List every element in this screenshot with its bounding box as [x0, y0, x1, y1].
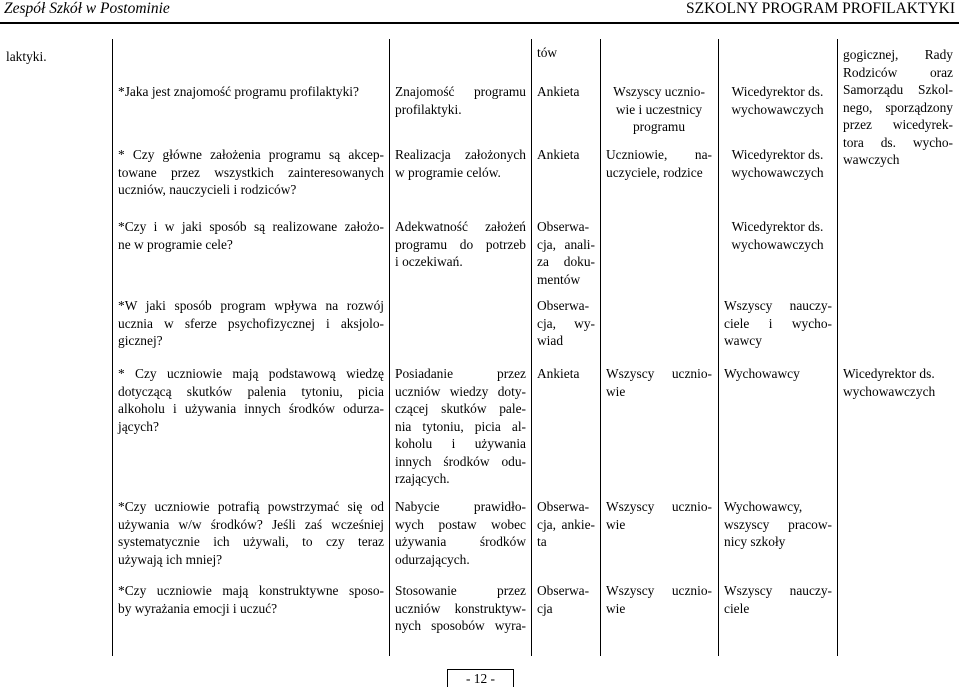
- criteria-cell: Posiadanie przez uczniów wiedzy doty- czącej skutków pale- nia tytoniu, picia al- koholu i używania innych środków odu- rzających.: [395, 366, 526, 486]
- subject-cell: Uczniowie, na- uczyciele, rodzice: [606, 147, 712, 180]
- responsible-cell: Wszyscy nauczy- ciele i wycho- wawcy: [724, 298, 832, 348]
- column-divider: [600, 39, 601, 656]
- column-divider: [718, 39, 719, 656]
- question-cell: * Czy uczniowie mają podstawową wiedzę dotyczącą skutków palenia tytoniu, picia alkoholu i używania innych środków odurza- jących?: [118, 366, 384, 434]
- column-divider: [837, 39, 838, 656]
- question-cell: laktyki.: [6, 49, 47, 64]
- method-cell: tów: [537, 45, 558, 60]
- page-number: - 12 -: [447, 669, 514, 687]
- method-cell: Obserwa- cja, ankie- ta: [537, 499, 595, 549]
- recipients-cell: Wicedyrektor ds. wychowawczych: [843, 366, 936, 399]
- header-rule: [0, 22, 959, 24]
- column-divider: [531, 39, 532, 656]
- criteria-cell: Nabycie prawidło- wych postaw wobec używania środków odurzających.: [395, 499, 526, 567]
- subject-cell: Wszyscy ucznio- wie: [606, 499, 712, 532]
- question-cell: *W jaki sposób program wpływa na rozwój ucznia w sferze psychofizycznej i aksjolo- gicznej?: [118, 298, 384, 348]
- responsible-cell: Wychowawcy, wszyscy pracow- nicy szkoły: [724, 499, 832, 549]
- responsible-cell: Wicedyrektor ds. wychowawczych: [731, 84, 824, 117]
- document-title: SZKOLNY PROGRAM PROFILAKTYKI: [686, 0, 955, 17]
- responsible-cell: Wicedyrektor ds. wychowawczych: [731, 147, 824, 180]
- responsible-cell: Wychowawcy: [724, 366, 800, 381]
- method-cell: Obserwa- cja, anali- za doku- mentów: [537, 219, 595, 287]
- method-cell: Obserwa- cja: [537, 583, 590, 616]
- subject-cell: Wszyscy ucznio- wie: [606, 366, 712, 399]
- criteria-cell: Adekwatność założeń programu do potrzeb i oczekiwań.: [395, 219, 526, 269]
- method-cell: Ankieta: [537, 84, 580, 99]
- recipients-cell: gogicznej, Rady Rodziców oraz Samorządu Szkol- nego, sporządzony przez wicedyrek- tora ds. wycho- wawczych: [843, 47, 953, 167]
- subject-cell: Wszyscy ucznio- wie i uczestnicy programu: [613, 84, 705, 134]
- method-cell: Ankieta: [537, 366, 580, 381]
- question-cell: *Jaka jest znajomość programu profilaktyki?: [118, 84, 359, 99]
- school-name: Zespół Szkół w Postominie: [4, 0, 170, 17]
- criteria-cell: Stosowanie przez uczniów konstruktyw- nych sposobów wyra-: [395, 583, 526, 633]
- responsible-cell: Wicedyrektor ds. wychowawczych: [731, 219, 824, 252]
- question-cell: *Czy i w jaki sposób są realizowane założo- ne w programie cele?: [118, 219, 384, 252]
- responsible-cell: Wszyscy nauczy- ciele: [724, 583, 832, 616]
- question-cell: *Czy uczniowie mają konstruktywne sposo- by wyrażania emocji i uczuć?: [118, 583, 384, 616]
- method-cell: Obserwa- cja, wy- wiad: [537, 298, 595, 348]
- column-divider: [112, 39, 113, 656]
- column-divider: [389, 39, 390, 656]
- question-cell: * Czy główne założenia programu są akcep- towane przez wszystkich zainteresowanych uczniów, nauczycieli i rodziców?: [118, 147, 384, 197]
- method-cell: Ankieta: [537, 147, 580, 162]
- criteria-cell: Znajomość programu profilaktyki.: [395, 84, 526, 117]
- question-cell: *Czy uczniowie potrafią powstrzymać się od używania w/w środków? Jeśli zaś wcześniej systematycznie ich używali, to czy teraz używają ich mniej?: [118, 499, 384, 567]
- criteria-cell: Realizacja założonych w programie celów.: [395, 147, 526, 180]
- subject-cell: Wszyscy ucznio- wie: [606, 583, 712, 616]
